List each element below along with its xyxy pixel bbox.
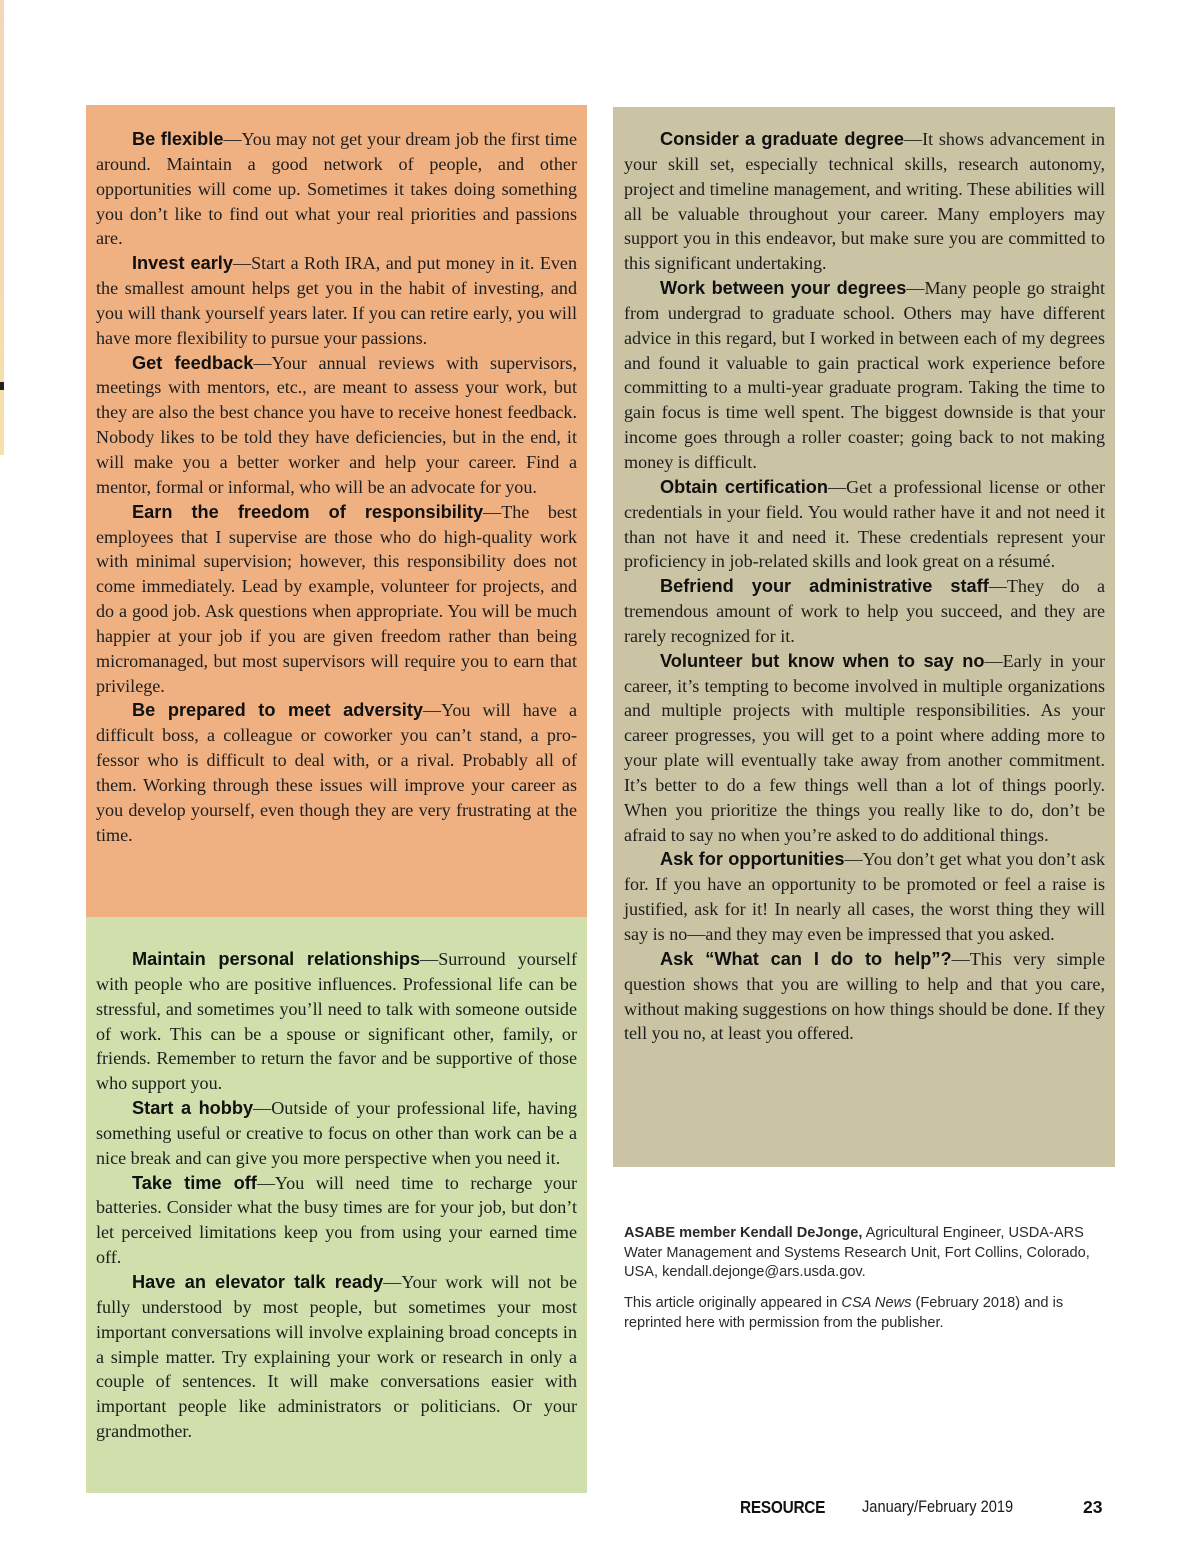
tip-text: —Start a Roth IRA, and put money in it. Even the smallest amount helps get you in the habit of investing, and you will thank yourself years later. If you can retire early, you will have more flexibility to pursue your passions. xyxy=(96,253,578,348)
footer-publication: RESOURCE xyxy=(740,1497,826,1517)
tip-paragraph xyxy=(96,1171,577,1270)
tip-paragraph xyxy=(624,475,1105,574)
tip-paragraph xyxy=(624,127,1105,276)
reprint-note-after: (February 2018) and is reprinted here with permission from the publisher. xyxy=(624,1295,1064,1331)
author-details: Agricultural Engineer, USDA-ARS Water Management and Systems Research Unit, Fort Collins, Colorado, USA, kendall.dejonge@ars.usda.gov. xyxy=(624,1225,1090,1280)
reprint-note-before: This article originally appeared in xyxy=(624,1295,842,1311)
tip-text: —Your annual reviews with supervisors, meetings with mentors, etc., are meant to assess your work, but they are also the best chance you have to receive honest feedback. Nobody likes to be told they have deficiencies, but in the end, it will make you a better worker and help your career. Find a mentor, formal or informal, who will be an advocate for you. xyxy=(96,352,577,497)
tip-heading: Earn the freedom of responsibility xyxy=(132,501,484,522)
tips-box-tan xyxy=(613,107,1115,1167)
tip-heading: Befriend your administrative staff xyxy=(660,576,989,597)
tips-box-orange xyxy=(86,105,587,917)
tip-paragraph xyxy=(624,649,1105,848)
footer-issue-date: January/February 2019 xyxy=(862,1497,1014,1516)
tip-heading: Maintain personal relationships xyxy=(132,949,421,969)
tip-text: —The best employees that I supervise are those who do high-quality work with minimal supervision; however, this responsibility does not come immediately. Lead by example, volunteer for projects, and do a good job. Ask questions when appropriate. You will be much happier at your job if you are given freedom rather than being micromanaged, but most supervisors will require you to earn that privilege. xyxy=(96,501,577,696)
tip-heading: Be prepared to meet adversity xyxy=(132,700,423,721)
tip-text: —Get a professional license or other credentials in your field. You would rather have it and not need it than not have it and need it. These credentials represent your proficiency in job-related skills and look great on a résumé. xyxy=(624,476,1105,572)
tip-heading: Obtain certification xyxy=(660,476,828,497)
tip-paragraph xyxy=(96,500,577,699)
tip-heading: Have an elevator talk ready xyxy=(132,1271,384,1292)
tip-paragraph xyxy=(96,1270,577,1444)
tip-paragraph xyxy=(96,251,577,350)
tip-text: —You will need time to recharge your batteries. Consider what the busy times are for your job, but don’t let perceived limitations keep you from using your earned time off. xyxy=(96,1172,577,1268)
tip-paragraph xyxy=(96,1096,577,1171)
tip-paragraph xyxy=(624,847,1105,946)
tip-paragraph xyxy=(624,276,1105,475)
tip-paragraph xyxy=(624,947,1105,1046)
page-number: 23 xyxy=(1083,1497,1103,1517)
author-name: ASABE member Kendall DeJonge, xyxy=(624,1225,863,1241)
tip-text: —You don’t get what you don’t ask for. If you have an opportunity to be promoted or feel a raise is justified, ask for it! In nearly all cases, the worst thing they will say is no—and they may even be impressed that you asked. xyxy=(624,849,1105,944)
tip-heading: Be flexible xyxy=(132,129,224,149)
tip-text: —Many people go straight from undergrad to graduate school. Others may have different advice in this regard, but I worked in between each of my degrees and found it valuable to gain practical work experience before committing to a multi-year graduate program. Taking the time to gain focus is time well spent. The biggest downside is that your income goes through a roller coaster; going back to not making money is difficult. xyxy=(624,278,1105,472)
tip-heading: Invest early xyxy=(132,253,233,274)
tips-box-green xyxy=(86,917,587,1493)
tip-text: —Outside of your professional life, having something useful or creative to focus on other than work can be a nice break and can give you more perspective when you need it. xyxy=(96,1098,577,1168)
tip-text: —This very simple question shows that you are willing to help and that you care, without making suggestions on how things should be done. If they tell you no, at least you offered. xyxy=(624,948,1105,1044)
reprint-note xyxy=(624,1294,1109,1333)
tip-heading: Start a hobby xyxy=(132,1098,254,1119)
tip-text: —You will have a difficult boss, a colleague or coworker you can’t stand, a professor who is difficult to deal with, or a rival. Probably all of them. Working through these issues will improve your career as you develop yourself, even though they are very frustrating at the time. xyxy=(96,700,577,845)
tip-paragraph xyxy=(96,351,577,500)
reprint-source: CSA News xyxy=(841,1295,912,1311)
tip-heading: Ask for opportunities xyxy=(660,849,845,870)
tip-heading: Ask “What can I do to help”? xyxy=(660,948,952,969)
tip-paragraph xyxy=(96,698,577,847)
tip-paragraph xyxy=(96,127,577,251)
tip-heading: Get feedback xyxy=(132,352,254,373)
tip-text: —You may not get your dream job the first time around. Maintain a good network of people, and other opportunities will come up. Sometimes it takes doing something you don’t like to find out what your real priorities and passions are. xyxy=(96,129,577,249)
tip-heading: Take time off xyxy=(132,1172,257,1193)
tip-text: —Surround yourself with people who are positive influences. Professional life can be stressful, and sometimes you’ll need to talk with someone outside of work. This can be a spouse or significant other, family, or friends. Remember to return the favor and be supportive of those who support you. xyxy=(96,949,577,1094)
author-byline xyxy=(624,1224,1109,1283)
tip-text: —It shows advancement in your skill set, especially technical skills, research autonomy, project and timeline management, and writing. These abilities will all be valuable throughout your career. Many employers may support you in this endeavor, but make sure you are committed to this significant undertaking. xyxy=(624,129,1105,274)
tip-paragraph xyxy=(624,574,1105,649)
tip-text: —Your work will not be fully understood by most people, but sometimes your most important conversations will involve explaining broad concepts in a simple matter. Try explaining your work or research in only a couple of sentences. It will make conversations easier with important people like administrators or politicians. Or your grandmother. xyxy=(96,1271,578,1442)
tip-text: —Early in your career, it’s tempting to become involved in multiple organizations and multiple projects with multiple responsibilities. As your career progresses, you will get to a point where adding more to your plate will eventually take away from another commitment. It’s better to do a few things well than a lot of things poorly. When you prioritize the things you really like to do, don’t be afraid to say no when you’re asked to do additional things. xyxy=(624,650,1105,845)
tip-heading: Work between your degrees xyxy=(660,278,907,299)
tip-heading: Volunteer but know when to say no xyxy=(660,650,985,671)
tip-paragraph xyxy=(96,947,577,1096)
tip-text: —They do a tremendous amount of work to help you succeed, and they are rarely recognized for it. xyxy=(624,576,1105,646)
page-edge-mark xyxy=(0,382,4,390)
tip-heading: Consider a graduate degree xyxy=(660,129,905,149)
